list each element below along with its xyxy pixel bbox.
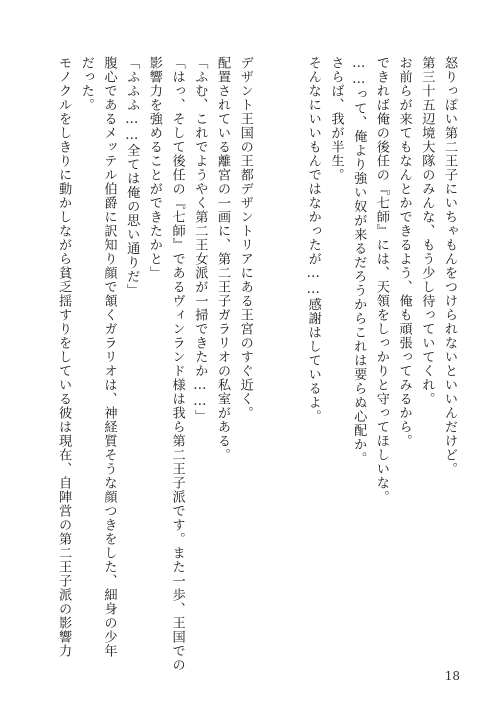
text-line: モノクルをしきりに動かしながら貧乏揺すりをしている彼は現在、自陣営の第二王子派の影響力 — [56, 56, 72, 658]
blank-line — [278, 56, 301, 656]
text-line: 配置されている離宮の一画に、第二王子ガラリオの私室がある。 — [215, 56, 230, 462]
text-line: 「ふむ、これでようやく第二王女派が一掃できたか……」 — [192, 56, 208, 424]
text-line: そんなにいいもんではなかったが……感謝はしているよ。 — [305, 56, 321, 424]
text-line: 「はっ、そして後任の『七師』であるヴィンランド様は我ら第二王子派です。また一歩、王国での — [169, 56, 185, 672]
vertical-text-body — [51, 56, 460, 672]
page-number: 18 — [444, 669, 460, 683]
text-line: 影響力を強めることができたかと」 — [146, 56, 162, 280]
text-line: できれば俺の後任の『七師』には、天領をしっかりと守ってほしいな。 — [373, 56, 389, 504]
text-line: デザント王国の王都デザントリアにある王宮のすぐ近く。 — [237, 56, 253, 420]
text-line: 「ふふふ……全ては俺の思い通りだ」 — [124, 56, 140, 298]
text-line: だった。 — [78, 56, 94, 112]
text-line: 第三十五辺境大隊のみんな、もう少し待っていてくれ。 — [419, 56, 435, 406]
text-line: お前らが来てもなんとかできるよう、俺も頑張ってみるから。 — [396, 56, 412, 448]
text-line: 腹心であるメッテル伯爵に訳知り顔で頷くガラリオは、神経質そうな顔つきをした、細身の少年 — [101, 56, 117, 658]
text-line: さらば、我が半生。 — [328, 56, 344, 182]
blank-line — [256, 56, 279, 656]
text-line: ……って、俺より強い奴が来るだろうからこれは要らぬ心配か。 — [351, 56, 367, 466]
text-line: 怒りっぽい第二王子にいちゃもんをつけられないといいんだけど。 — [442, 56, 457, 476]
